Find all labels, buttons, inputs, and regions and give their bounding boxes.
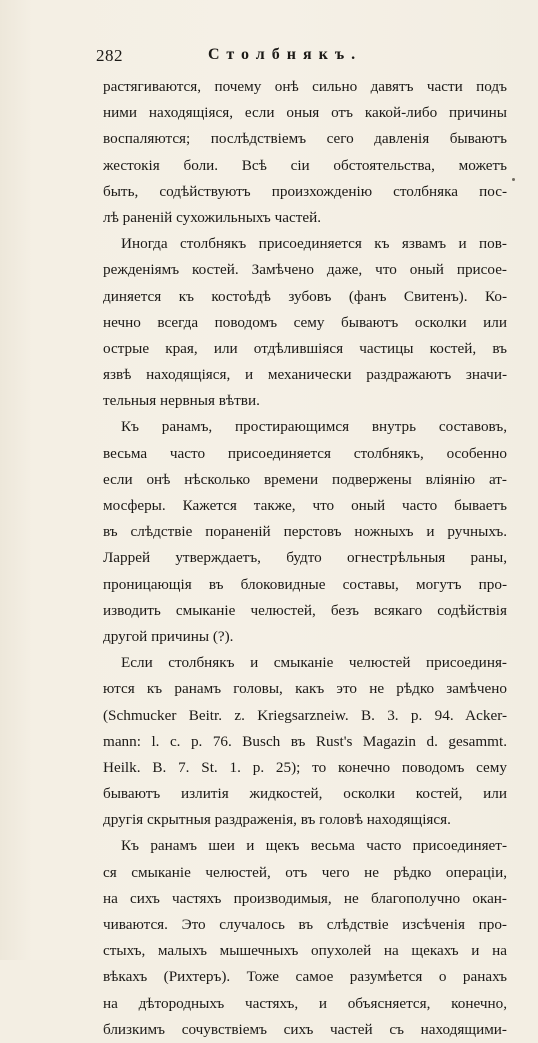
- text-line: Къ ранамъ шеи и щекъ весьма часто присоединяет-: [121, 837, 507, 855]
- text-line: mann: l. c. p. 76. Busch въ Rust's Magazin d. gesammt.: [103, 732, 507, 750]
- text-line: нечно всегда поводомъ сему бываютъ осколки или: [103, 313, 507, 331]
- text-line: ся смыканіе челюстей, отъ чего не рѣдко операціи,: [103, 863, 507, 881]
- text-line: Иногда столбнякъ присоединяется къ язвамъ и пов-: [121, 235, 507, 253]
- text-line: весьма часто присоединяется столбнякъ, особенно: [103, 444, 507, 462]
- body-text: [103, 74, 507, 1043]
- running-title: Столбнякъ.: [208, 46, 363, 63]
- text-line: Къ ранамъ, простирающимся внутрь составовъ,: [121, 418, 507, 436]
- text-line: диняется къ костоѣдѣ зубовъ (фанъ Свитенъ). Ко-: [103, 287, 507, 305]
- page-number: 282: [96, 46, 123, 65]
- text-line: лѣ раненій сухожильныхъ частей.: [103, 208, 322, 226]
- text-line: если онѣ нѣсколько времени подвержены вліянію ат-: [103, 470, 507, 488]
- text-line: быть, содѣйствуютъ произхожденію столбняка пос-: [103, 182, 507, 200]
- text-line: другой причины (?).: [103, 627, 234, 645]
- text-line: на дѣтородныхъ частяхъ, и объясняется, конечно,: [103, 994, 507, 1012]
- text-line: режденіямъ костей. Замѣчено даже, что оный присое-: [103, 261, 507, 279]
- text-line: воспаляются; послѣдствіемъ сего давленія бываютъ: [103, 130, 507, 148]
- text-line: ются къ ранамъ головы, какъ это не рѣдко замѣчено: [103, 680, 507, 698]
- text-line: язвѣ находящіяся, и механически раздражаютъ значи-: [103, 366, 507, 384]
- text-line: изводить смыканіе челюстей, безъ всякаго содѣйствія: [103, 601, 507, 619]
- text-line: острые края, или отдѣлившіяся частицы костей, въ: [103, 339, 507, 357]
- text-line: вѣкахъ (Рихтеръ). Тоже самое разумѣется о ранахъ: [103, 968, 507, 986]
- text-line: на сихъ частяхъ производимыя, не благополучно окан-: [103, 889, 507, 907]
- text-line: другія скрытныя раздраженія, въ головѣ находящіяся.: [103, 811, 451, 829]
- paper-speck: [512, 178, 515, 181]
- page-header: [96, 46, 496, 68]
- text-line: жестокія боли. Всѣ сіи обстоятельства, можетъ: [103, 156, 507, 174]
- text-line: мосферы. Кажется также, что оный часто бываетъ: [103, 497, 507, 514]
- text-line: чиваются. Это случалось въ слѣдствіе изсѣченія про-: [103, 916, 507, 933]
- text-line: Ларрей утверждаетъ, будто огнестрѣльныя раны,: [103, 549, 507, 567]
- text-line: ними находящіяся, если оныя отъ какой-либо причины: [103, 104, 507, 122]
- text-line: растягиваются, почему онѣ сильно давятъ части подъ: [103, 78, 507, 95]
- text-line: въ слѣдствіе пораненій перстовъ ножныхъ и ручныхъ.: [103, 523, 507, 541]
- text-line: стыхъ, малыхъ мышечныхъ опухолей на щекахъ и на: [103, 942, 507, 960]
- text-line: бываютъ излитія жидкостей, осколки костей, или: [103, 785, 507, 803]
- text-line: проницающія въ блоковидные составы, могутъ про-: [103, 575, 507, 593]
- text-line: близкимъ сочувствіемъ сихъ частей съ находящими-: [103, 1020, 507, 1038]
- text-line: Если столбнякъ и смыканіе челюстей присоединя-: [121, 654, 507, 672]
- text-line: тельныя нервныя вѣтви.: [103, 392, 260, 410]
- text-line: (Schmucker Beitr. z. Kriegsarzneiw. B. 3. p. 94. Acker-: [103, 706, 507, 724]
- text-line: Heilk. B. 7. St. 1. p. 25); то конечно поводомъ сему: [103, 758, 507, 776]
